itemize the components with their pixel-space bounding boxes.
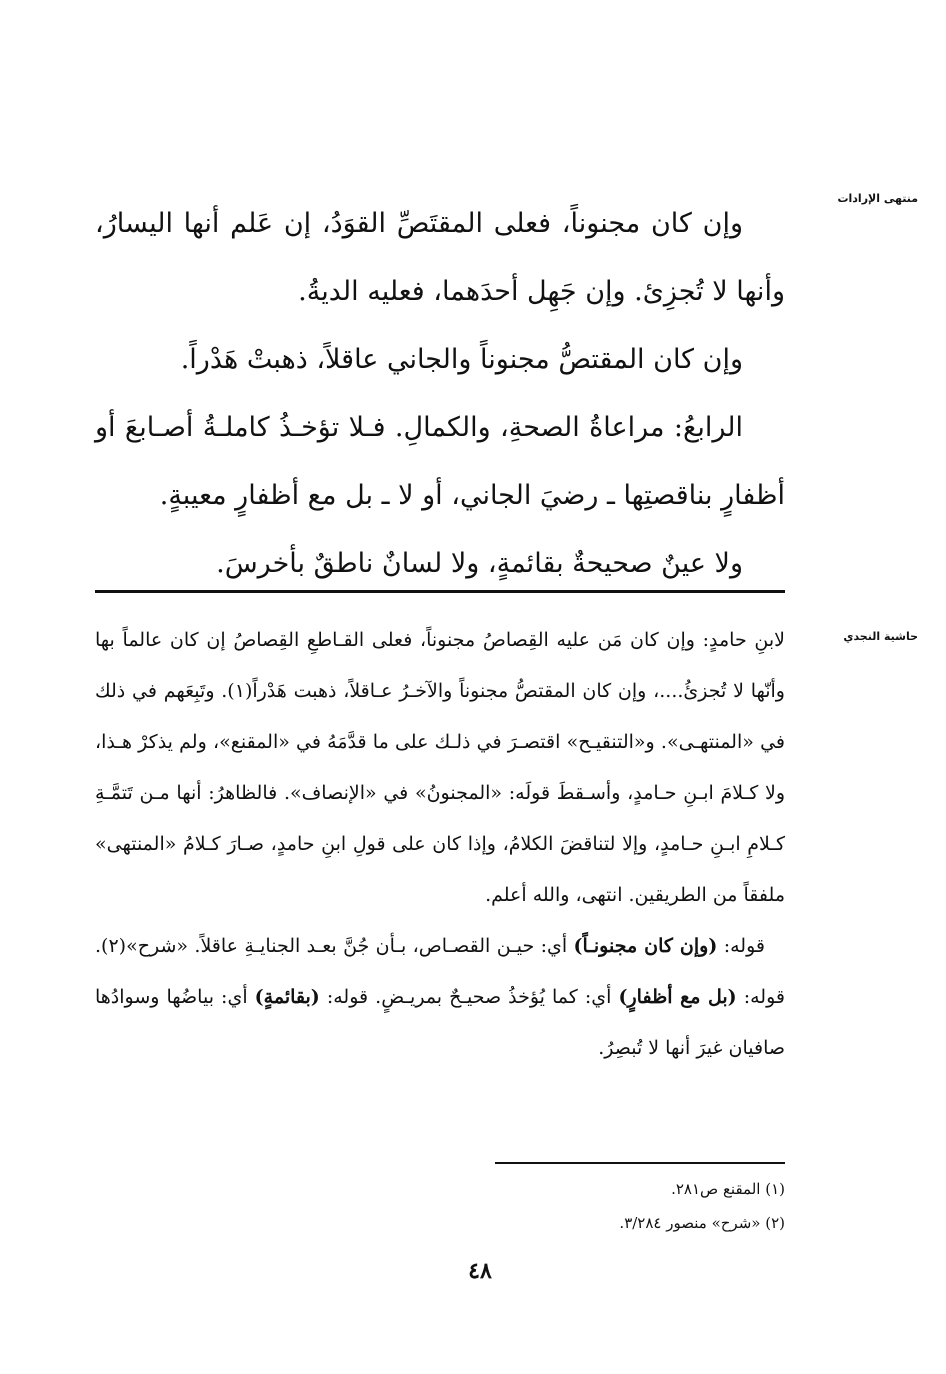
footnotes (95, 1172, 785, 1240)
main-text (95, 190, 785, 598)
text-run: أي: بياضُها وسوادُها صافيان غيرَ أنها لا تُبصِرُ. (95, 986, 785, 1059)
commentary-text (95, 615, 785, 1074)
section-divider (95, 590, 785, 593)
commentary-paragraph (95, 921, 785, 1074)
text-run: أي: كما يُؤخذُ صحيـحٌ بمريـضٍ. قوله: (319, 986, 619, 1008)
bold-quote: (بقائمةٍ) (254, 986, 320, 1008)
main-paragraph: ولا عينٌ صحيحةٌ بقائمةٍ، ولا لسانٌ ناطقٌ بأخرسَ. (216, 548, 743, 579)
footnote-1: (١) المقنع ص٢٨١. (671, 1180, 785, 1198)
main-paragraph: وإن كان مجنوناً، فعلى المقتَصِّ القوَدُ، إن عَلم أنها اليسارُ، وأنها لا تُجزِئ. وإن جَهِل أحدَهما، فعليه الديةُ. (95, 208, 785, 307)
footnote-2: (٢) «شرح» منصور ٣/٢٨٤. (619, 1214, 785, 1232)
text-run: قوله: (717, 935, 765, 957)
side-label-commentary: حاشية النجدي (843, 630, 918, 643)
footnote-divider (495, 1162, 785, 1164)
bold-quote: (بل مع أظفارٍ) (618, 986, 737, 1008)
main-paragraph: وإن كان المقتصُّ مجنوناً والجاني عاقلاً، ذهبتْ هَدْراً. (180, 344, 743, 375)
text-run: أي: حيـن القصـاص، بـأن جُنَّ بعـد الجنايـةِ عاقلاً. «شرح»(٢). قوله: (95, 935, 785, 1008)
side-label-main-text: منتهى الإرادات (837, 192, 918, 205)
main-paragraph: الرابعُ: مراعاةُ الصحةِ، والكمالِ. فـلا تؤخـذُ كاملـةُ أصـابعَ أو أظفارٍ بناقصتِها ـ رضيَ الجاني، أو لا ـ بل مع أظفارٍ معيبةٍ. (95, 412, 785, 511)
bold-quote: (وإن كان مجنونـاً) (573, 935, 718, 957)
page-number: ٤٨ (468, 1258, 492, 1284)
commentary-paragraph: لابنِ حامدٍ: وإن كان مَن عليه القِصاصُ مجنوناً، فعلى القـاطعِ القِصاصُ إن كان عالماً بها وأنّها لا تُجزئُ....، وإن كان المقتصُّ مجنوناً والآخـرُ عـاقلاً، ذهبت هَدْراً(١). وتَبِعَهم في ذلك في «المنتهـى». و«التنقيـح» اقتصـرَ في ذلـك على ما قدَّمَهُ في «المقنع»، ولم يذكرْ هـذا، ولا كـلامَ ابـنِ حـامدٍ، وأسـقطَ قولَه: «المجنونُ» في «الإنصاف». فالظاهرُ: أنها مـن تَتمَّـةِ كـلامِ ابـنِ حـامدٍ، وإلا لتناقضَ الكلامُ، وإذا كان على قولِ ابنِ حامدٍ، صـارَ كـلامُ «المنتهى» ملفقاً من الطريقين. انتهى، والله أعلم. (95, 629, 785, 906)
